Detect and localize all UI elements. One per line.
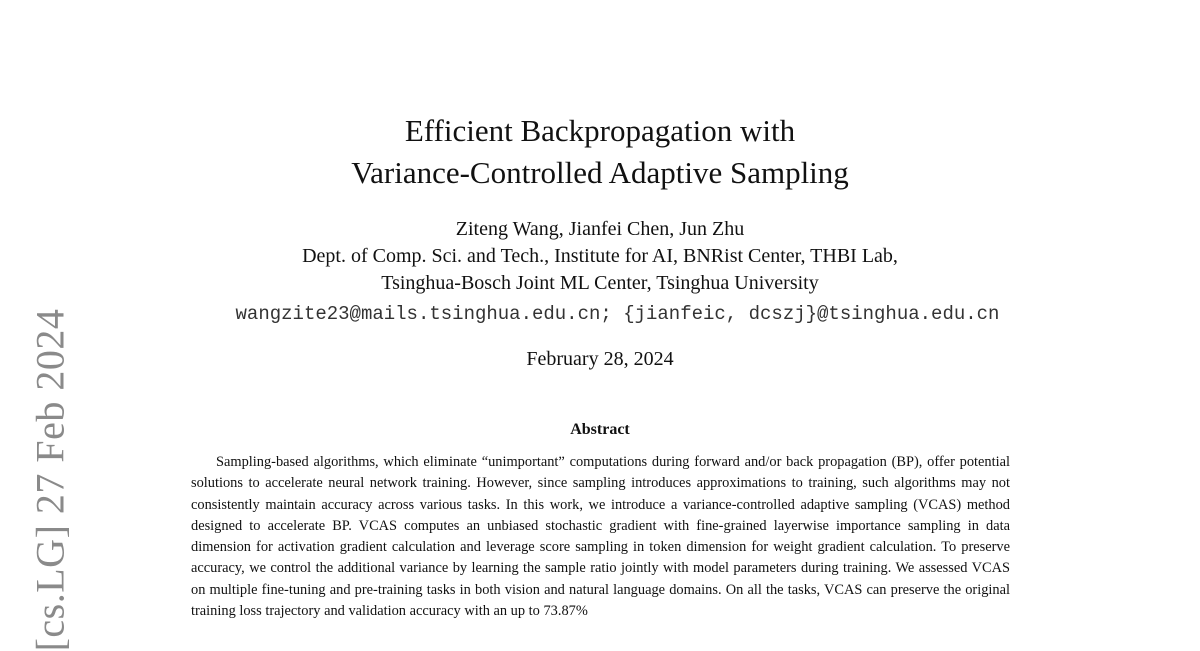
abstract-text: Sampling-based algorithms, which eliminate “unimportant” computations during forward and/or back propagation (BP), offer potential solutions to accelerate neural network training. However, since sampling introduces approximations to training, such algorithms may not consistently maintain accuracy across various tasks. In this work, we introduce a variance-controlled adaptive sampling (VCAS) method designed to accelerate BP. VCAS computes an unbiased stochastic gradient with fine-grained layerwise importance sampling in data dimension for activation gradient calculation and leverage score sampling in token dimension for weight gradient calculation. To preserve accuracy, we control the additional variance by learning the sample ratio jointly with model parameters during training. We assessed VCAS on multiple fine-tuning and pre-training tasks in both vision and natural language domains. On all the tasks, VCAS can preserve the original training loss trajectory and validation accuracy with an up to 73.87% <box>191 454 1010 620</box>
author-names: Ziteng Wang, Jianfei Chen, Jun Zhu <box>455 218 745 240</box>
affiliation-line: Tsinghua-Bosch Joint ML Center, Tsinghua University <box>381 272 819 294</box>
publication-date: February 28, 2024 <box>526 348 674 370</box>
author-block <box>0 216 1200 297</box>
paper-title <box>0 110 1200 194</box>
affiliation-line: Dept. of Comp. Sci. and Tech., Institute for AI, BNRist Center, THBI Lab, <box>302 245 898 267</box>
title-line: Variance-Controlled Adaptive Sampling <box>351 155 849 190</box>
abstract-heading: Abstract <box>570 421 630 438</box>
arxiv-stamp-text: [cs.LG] 27 Feb 2024 <box>27 308 73 651</box>
title-line: Efficient Backpropagation with <box>404 113 796 148</box>
author-emails: wangzite23@mails.tsinghua.edu.cn; {jianfeic, dcszj}@tsinghua.edu.cn <box>235 303 1000 325</box>
